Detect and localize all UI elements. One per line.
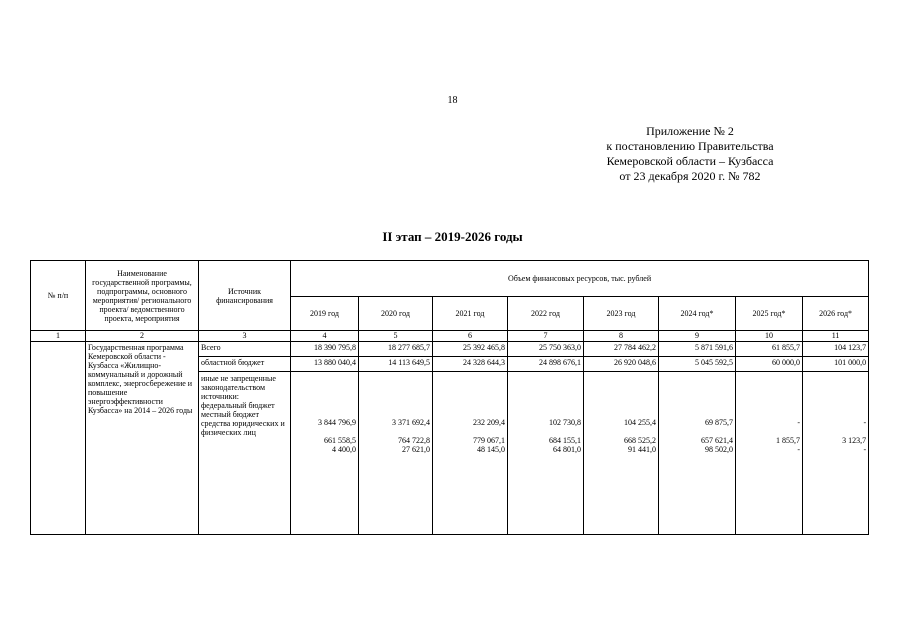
header-year-2023: 2023 год bbox=[584, 297, 659, 331]
source-label-legal: средства юридических и физических лиц bbox=[201, 419, 285, 437]
values-2020 bbox=[359, 372, 433, 535]
header-name: Наименование государственной программы, подпрограммы, основного мероприятия/ регионального проекта/ ведомственного проекта, мероприятия bbox=[86, 261, 199, 331]
value-local-2023: 668 525,2 bbox=[624, 436, 656, 445]
value-local-2025: 1 855,7 bbox=[776, 436, 800, 445]
value-regional-2020: 14 113 649,5 bbox=[359, 357, 433, 372]
column-number: 11 bbox=[803, 331, 869, 342]
value-legal-2022: 64 801,0 bbox=[553, 445, 581, 454]
column-number: 3 bbox=[199, 331, 291, 342]
value-federal-2025: - bbox=[797, 418, 800, 427]
value-regional-2025: 60 000,0 bbox=[736, 357, 803, 372]
source-label-federal: федеральный бюджет bbox=[201, 401, 275, 410]
value-local-2026: 3 123,7 bbox=[842, 436, 867, 445]
header-volume: Объем финансовых ресурсов, тыс. рублей bbox=[291, 261, 869, 297]
program-name: Государственная программа Кемеровской области - Кузбасса «Жилищно-коммунальный и дорожный комплекс, энергосбережение и повышение энергоэффективности Кузбасса» на 2014 – 2026 годы bbox=[86, 342, 199, 535]
value-total-2019: 18 390 795,8 bbox=[291, 342, 359, 357]
value-regional-2019: 13 880 040,4 bbox=[291, 357, 359, 372]
appendix-header bbox=[560, 124, 820, 184]
value-legal-2024: 98 502,0 bbox=[705, 445, 733, 454]
values-2024 bbox=[659, 372, 736, 535]
value-regional-2021: 24 328 644,3 bbox=[433, 357, 508, 372]
header-year-2021: 2021 год bbox=[433, 297, 508, 331]
column-number: 8 bbox=[584, 331, 659, 342]
column-number: 6 bbox=[433, 331, 508, 342]
value-federal-2020: 3 371 692,4 bbox=[392, 418, 430, 427]
value-regional-2022: 24 898 676,1 bbox=[508, 357, 584, 372]
value-legal-2026: - bbox=[863, 445, 867, 454]
column-number: 9 bbox=[659, 331, 736, 342]
table-row-total bbox=[31, 342, 869, 357]
value-local-2019: 661 558,5 bbox=[324, 436, 356, 445]
source-label-local: местный бюджет bbox=[201, 410, 259, 419]
header-num: № п/п bbox=[31, 261, 86, 331]
value-legal-2020: 27 621,0 bbox=[402, 445, 430, 454]
stage-title: II этап – 2019-2026 годы bbox=[382, 229, 523, 244]
value-legal-2021: 48 145,0 bbox=[477, 445, 505, 454]
appendix-line-4: от 23 декабря 2020 г. № 782 bbox=[619, 169, 761, 183]
header-year-2019: 2019 год bbox=[291, 297, 359, 331]
value-federal-2023: 104 255,4 bbox=[624, 418, 656, 427]
value-federal-2019: 3 844 796,9 bbox=[318, 418, 356, 427]
values-2023 bbox=[584, 372, 659, 535]
column-number: 4 bbox=[291, 331, 359, 342]
value-total-2022: 25 750 363,0 bbox=[508, 342, 584, 357]
financing-table bbox=[30, 260, 869, 535]
value-total-2024: 5 871 591,6 bbox=[659, 342, 736, 357]
column-number-row bbox=[31, 331, 869, 342]
value-local-2024: 657 621,4 bbox=[701, 436, 733, 445]
value-total-2025: 61 855,7 bbox=[736, 342, 803, 357]
value-regional-2024: 5 045 592,5 bbox=[659, 357, 736, 372]
header-year-2025: 2025 год* bbox=[736, 297, 803, 331]
value-total-2020: 18 277 685,7 bbox=[359, 342, 433, 357]
row-number-cell bbox=[31, 342, 86, 535]
value-federal-2024: 69 875,7 bbox=[705, 418, 733, 427]
value-legal-2023: 91 441,0 bbox=[628, 445, 656, 454]
value-local-2022: 684 155,1 bbox=[549, 436, 581, 445]
source-label-total: Всего bbox=[199, 342, 291, 357]
appendix-line-2: к постановлению Правительства bbox=[606, 139, 774, 153]
appendix-line-3: Кемеровской области – Кузбасса bbox=[606, 154, 774, 168]
appendix-line-1: Приложение № 2 bbox=[646, 124, 734, 138]
value-regional-2023: 26 920 048,6 bbox=[584, 357, 659, 372]
value-local-2020: 764 722,8 bbox=[398, 436, 430, 445]
value-local-2021: 779 067,1 bbox=[473, 436, 505, 445]
value-federal-2022: 102 730,8 bbox=[549, 418, 581, 427]
header-year-2026: 2026 год* bbox=[803, 297, 869, 331]
values-2025 bbox=[736, 372, 803, 535]
header-year-2024: 2024 год* bbox=[659, 297, 736, 331]
value-federal-2021: 232 209,4 bbox=[473, 418, 505, 427]
other-sources-cell bbox=[199, 372, 291, 535]
value-total-2026: 104 123,7 bbox=[803, 342, 869, 357]
values-2021 bbox=[433, 372, 508, 535]
value-federal-2026: - bbox=[863, 418, 867, 427]
values-2022 bbox=[508, 372, 584, 535]
column-number: 2 bbox=[86, 331, 199, 342]
column-number: 5 bbox=[359, 331, 433, 342]
column-number: 10 bbox=[736, 331, 803, 342]
column-number: 1 bbox=[31, 331, 86, 342]
value-total-2023: 27 784 462,2 bbox=[584, 342, 659, 357]
other-sources-label: иные не запрещенные законодательством источники: bbox=[201, 374, 276, 401]
value-total-2021: 25 392 465,8 bbox=[433, 342, 508, 357]
header-year-2022: 2022 год bbox=[508, 297, 584, 331]
header-source: Источник финансирования bbox=[199, 261, 291, 331]
value-legal-2019: 4 400,0 bbox=[332, 445, 356, 454]
values-2026 bbox=[803, 372, 869, 535]
column-number: 7 bbox=[508, 331, 584, 342]
values-2019 bbox=[291, 372, 359, 535]
header-year-2020: 2020 год bbox=[359, 297, 433, 331]
value-legal-2025: - bbox=[797, 445, 800, 454]
source-label-regional: областной бюджет bbox=[199, 357, 291, 372]
page-number: 18 bbox=[447, 95, 458, 106]
value-regional-2026: 101 000,0 bbox=[803, 357, 869, 372]
